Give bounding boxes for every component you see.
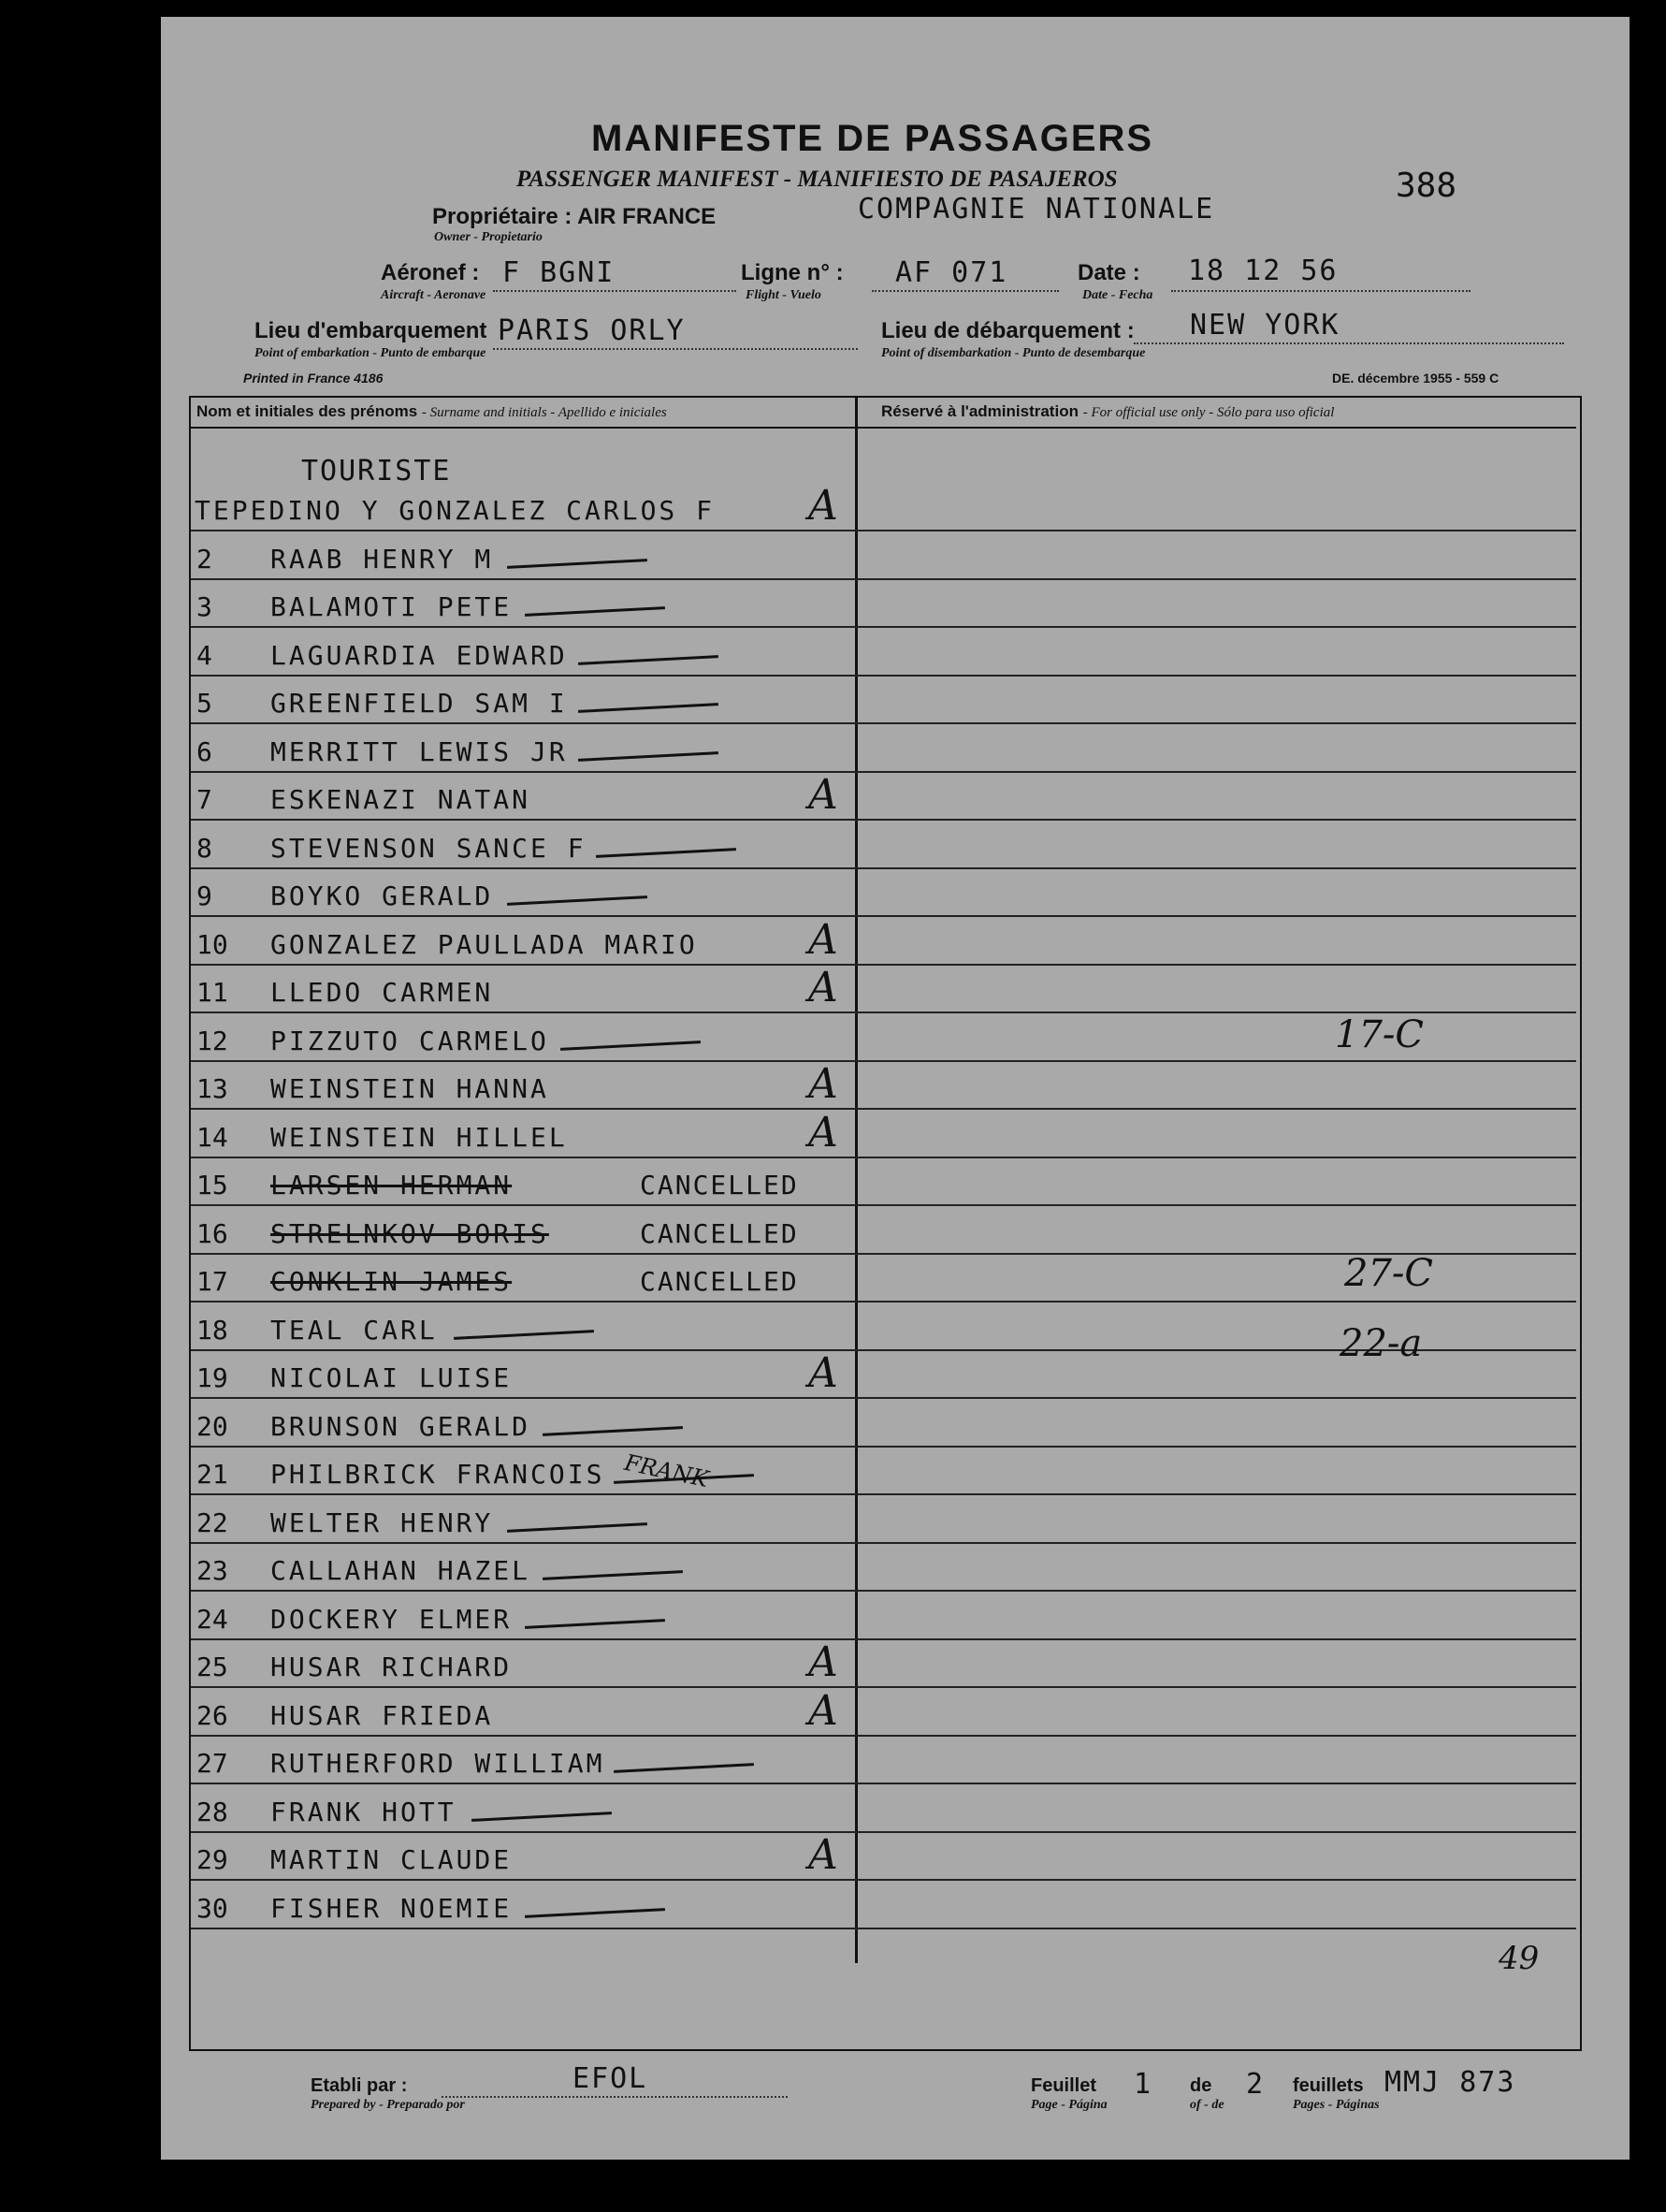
passenger-number: 6 bbox=[196, 735, 212, 767]
passenger-row bbox=[191, 579, 1576, 628]
disembark-sub: Point of disembarkation - Punto de desembarque bbox=[881, 346, 1146, 360]
passenger-row bbox=[191, 1784, 1576, 1833]
flight-sub: Flight - Vuelo bbox=[746, 288, 821, 302]
passenger-name: LLEDO CARMEN bbox=[270, 977, 494, 1008]
handwritten-tick bbox=[578, 655, 718, 665]
passenger-row bbox=[191, 628, 1576, 677]
handwritten-tick bbox=[543, 1570, 683, 1580]
column-header-admin bbox=[881, 402, 1334, 421]
passenger-name: WEINSTEIN HANNA bbox=[270, 1073, 549, 1104]
passenger-row bbox=[191, 917, 1576, 966]
passenger-name: FRANK HOTT bbox=[270, 1796, 456, 1827]
passenger-name: FISHER NOEMIE bbox=[270, 1892, 513, 1924]
passenger-row bbox=[191, 1639, 1576, 1688]
date-label: Date : bbox=[1078, 260, 1140, 285]
of-sub: of - de bbox=[1190, 2098, 1224, 2112]
embark-value: PARIS ORLY bbox=[498, 314, 686, 347]
document-code: MMJ 873 bbox=[1384, 2066, 1516, 2099]
passenger-mark: A bbox=[808, 1060, 838, 1108]
date-value: 18 12 56 bbox=[1188, 255, 1339, 287]
column-header-admin-en: - For official use only - Sólo para uso oficial bbox=[1082, 405, 1335, 420]
of-label: de bbox=[1190, 2075, 1212, 2096]
passenger-name: TEPEDINO Y GONZALEZ CARLOS F bbox=[195, 495, 716, 526]
aircraft-sub: Aircraft - Aeronave bbox=[381, 288, 486, 302]
passenger-mark: A bbox=[808, 1108, 838, 1157]
form-code: DE. décembre 1955 - 559 C bbox=[1332, 371, 1499, 386]
passenger-row bbox=[191, 1157, 1576, 1206]
passenger-row bbox=[191, 772, 1576, 821]
annotation-17c: 17-C bbox=[1335, 1013, 1425, 1056]
handwritten-tick bbox=[578, 703, 718, 713]
passenger-number: 29 bbox=[196, 1844, 228, 1875]
passenger-name: ESKENAZI NATAN bbox=[270, 784, 531, 815]
passenger-name: STEVENSON SANCE F bbox=[270, 832, 587, 864]
passenger-mark: A bbox=[808, 1686, 838, 1735]
handwritten-tick bbox=[454, 1330, 594, 1340]
aircraft-value: F BGNI bbox=[502, 256, 616, 289]
handwritten-tick bbox=[596, 848, 736, 858]
passenger-name: WELTER HENRY bbox=[270, 1506, 494, 1538]
handwritten-tick bbox=[560, 1041, 701, 1051]
passenger-number: 16 bbox=[196, 1217, 228, 1249]
passenger-name: HUSAR RICHARD bbox=[270, 1652, 513, 1682]
flight-label: Ligne n° : bbox=[741, 260, 844, 285]
passenger-number: 14 bbox=[196, 1121, 228, 1153]
passenger-row bbox=[191, 676, 1576, 724]
printed-note: Printed in France 4186 bbox=[243, 371, 384, 386]
passenger-row bbox=[191, 1495, 1576, 1544]
passenger-name: HUSAR FRIEDA bbox=[270, 1699, 494, 1731]
passenger-number: 24 bbox=[196, 1603, 228, 1635]
manifest-sheet bbox=[161, 17, 1630, 2160]
annotation-22a: 22-a bbox=[1340, 1322, 1423, 1365]
of-value: 2 bbox=[1246, 2068, 1266, 2101]
passenger-row bbox=[191, 531, 1576, 580]
passenger-number: 19 bbox=[196, 1362, 228, 1393]
page-count: 49 bbox=[1499, 1940, 1540, 1977]
document-title: MANIFESTE DE PASSAGERS bbox=[591, 118, 1154, 159]
owner-sub: Owner - Propietario bbox=[434, 230, 543, 244]
column-header-name-fr: Nom et initiales des prénoms bbox=[196, 402, 418, 420]
passenger-status: CANCELLED bbox=[640, 1170, 799, 1201]
passenger-number: 27 bbox=[196, 1748, 228, 1779]
passenger-name: CALLAHAN HAZEL bbox=[270, 1555, 531, 1586]
passenger-name: DOCKERY ELMER bbox=[270, 1603, 513, 1635]
passenger-number: 28 bbox=[196, 1796, 228, 1827]
passenger-row bbox=[191, 868, 1576, 917]
handwritten-tick bbox=[507, 559, 647, 569]
prepared-value: EFOL bbox=[572, 2062, 648, 2095]
passenger-status: CANCELLED bbox=[640, 1266, 799, 1297]
disembark-label: Lieu de débarquement : bbox=[881, 318, 1135, 343]
sheets-sub: Pages - Páginas bbox=[1293, 2098, 1380, 2112]
passenger-number: 20 bbox=[196, 1410, 228, 1442]
passenger-number: 12 bbox=[196, 1025, 228, 1056]
passenger-name: TEAL CARL bbox=[270, 1314, 438, 1346]
passenger-number: 13 bbox=[196, 1073, 228, 1104]
annotation-27c: 27-C bbox=[1344, 1252, 1434, 1295]
handwritten-tick bbox=[507, 1522, 647, 1533]
embark-label: Lieu d'embarquement bbox=[254, 318, 487, 343]
passenger-number: 25 bbox=[196, 1652, 228, 1682]
handwritten-tick bbox=[543, 1426, 683, 1436]
passenger-name: RUTHERFORD WILLIAM bbox=[270, 1748, 605, 1779]
passenger-row bbox=[191, 1688, 1576, 1737]
passenger-row bbox=[191, 965, 1576, 1013]
passenger-number: 5 bbox=[196, 688, 212, 719]
sheet-label: Feuillet bbox=[1031, 2075, 1097, 2096]
handwritten-tick bbox=[578, 751, 718, 762]
annotation-frank: FRANK bbox=[622, 1448, 711, 1493]
passenger-row bbox=[191, 724, 1576, 773]
passenger-row bbox=[191, 1061, 1576, 1110]
aircraft-label: Aéronef : bbox=[381, 260, 480, 285]
passenger-name: RAAB HENRY M bbox=[270, 543, 494, 575]
passenger-mark: A bbox=[808, 1831, 838, 1879]
passenger-name: BRUNSON GERALD bbox=[270, 1410, 531, 1442]
column-header-name bbox=[196, 402, 667, 421]
passenger-name: MERRITT LEWIS JR bbox=[270, 735, 568, 767]
passenger-number: 4 bbox=[196, 639, 212, 671]
passenger-number: 26 bbox=[196, 1699, 228, 1731]
date-sub: Date - Fecha bbox=[1082, 288, 1153, 302]
passenger-row bbox=[191, 483, 1576, 531]
passenger-number: 8 bbox=[196, 832, 212, 864]
column-header-admin-fr: Réservé à l'administration bbox=[881, 402, 1079, 420]
prepared-label: Etabli par : bbox=[311, 2075, 408, 2096]
passenger-number: 15 bbox=[196, 1170, 228, 1201]
handwritten-tick bbox=[525, 1908, 665, 1918]
passenger-row bbox=[191, 1399, 1576, 1448]
passenger-number: 10 bbox=[196, 928, 228, 960]
passenger-name: BALAMOTI PETE bbox=[270, 591, 513, 622]
passenger-row bbox=[191, 1736, 1576, 1784]
passenger-name: GONZALEZ PAULLADA MARIO bbox=[270, 928, 698, 960]
passenger-number: 3 bbox=[196, 591, 212, 622]
handwritten-tick bbox=[525, 1619, 665, 1629]
passenger-name: PHILBRICK FRANCOIS bbox=[270, 1459, 605, 1490]
passenger-status: CANCELLED bbox=[640, 1217, 799, 1249]
sheet-value: 1 bbox=[1134, 2068, 1153, 2101]
passenger-row bbox=[191, 1206, 1576, 1255]
passenger-mark: A bbox=[808, 964, 838, 1011]
handwritten-tick bbox=[614, 1763, 754, 1773]
passenger-mark: A bbox=[808, 915, 838, 964]
passenger-number: 22 bbox=[196, 1506, 228, 1538]
passenger-number: 17 bbox=[196, 1266, 228, 1297]
passenger-row bbox=[191, 821, 1576, 869]
passenger-name: MARTIN CLAUDE bbox=[270, 1844, 513, 1875]
passenger-name: WEINSTEIN HILLEL bbox=[270, 1121, 568, 1153]
passenger-number: 21 bbox=[196, 1459, 228, 1490]
passenger-number: 9 bbox=[196, 880, 212, 911]
passenger-row bbox=[191, 1832, 1576, 1881]
disembark-value: NEW YORK bbox=[1190, 309, 1340, 342]
owner-label: Propriétaire : AIR FRANCE bbox=[432, 204, 717, 229]
passenger-number: 7 bbox=[196, 784, 212, 815]
handwritten-tick bbox=[525, 606, 665, 617]
passenger-mark: A bbox=[808, 482, 838, 530]
passenger-row bbox=[191, 1110, 1576, 1158]
document-subtitle: PASSENGER MANIFEST - MANIFIESTO DE PASAJEROS bbox=[516, 167, 1118, 192]
passenger-name: STRELNKOV BORIS bbox=[270, 1217, 549, 1249]
passenger-row bbox=[191, 1447, 1576, 1495]
passenger-name: PIZZUTO CARMELO bbox=[270, 1025, 549, 1056]
passenger-mark: A bbox=[808, 1349, 838, 1397]
sheet-sub: Page - Página bbox=[1031, 2098, 1108, 2112]
passenger-row bbox=[191, 1881, 1576, 1929]
handwritten-tick bbox=[471, 1812, 612, 1822]
passenger-mark: A bbox=[808, 1638, 838, 1686]
passenger-name: GREENFIELD SAM I bbox=[270, 688, 568, 719]
passenger-name: NICOLAI LUISE bbox=[270, 1362, 513, 1393]
handwritten-tick bbox=[507, 895, 647, 906]
passenger-name: LAGUARDIA EDWARD bbox=[270, 639, 568, 671]
class-label: TOURISTE bbox=[301, 455, 452, 488]
passenger-number: 18 bbox=[196, 1314, 228, 1346]
passenger-name: LARSEN HERMAN bbox=[270, 1170, 513, 1201]
column-header-name-en: - Surname and initials - Apellido e iniciales bbox=[421, 405, 667, 420]
passenger-number: 2 bbox=[196, 543, 212, 575]
passenger-mark: A bbox=[808, 771, 838, 819]
document-number: 388 bbox=[1396, 167, 1457, 205]
passenger-number: 11 bbox=[196, 977, 228, 1008]
passenger-name: BOYKO GERALD bbox=[270, 880, 494, 911]
embark-sub: Point of embarkation - Punto de embarque bbox=[254, 346, 486, 360]
passenger-name: CONKLIN JAMES bbox=[270, 1266, 513, 1297]
passenger-row bbox=[191, 1543, 1576, 1592]
passenger-number: 30 bbox=[196, 1892, 228, 1924]
prepared-sub: Prepared by - Preparado por bbox=[311, 2098, 465, 2112]
passenger-row bbox=[191, 1592, 1576, 1640]
flight-value: AF 071 bbox=[895, 256, 1008, 289]
passenger-number: 23 bbox=[196, 1555, 228, 1586]
sheets-label: feuillets bbox=[1293, 2075, 1364, 2096]
company-name: COMPAGNIE NATIONALE bbox=[858, 193, 1215, 226]
